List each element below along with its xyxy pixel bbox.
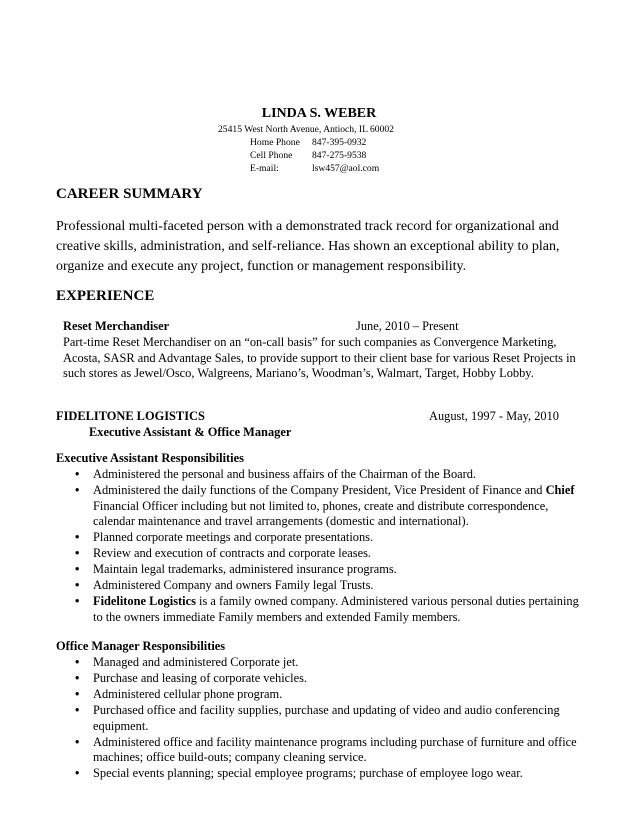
reset-title: Reset Merchandiser [63, 319, 170, 333]
list-item-text: Maintain legal trademarks, administered insurance programs. [93, 562, 397, 576]
address: 25415 West North Avenue, Antioch, IL 60002 [218, 124, 394, 135]
career-summary-text: Professional multi-faceted person with a demonstrated track record for organizational and creative skills, administration, and self-reliance. Has shown an exceptional ability to plan, organize and execute any project, function or management responsibility. [56, 219, 560, 274]
list-item-text: Administered Company and owners Family legal Trusts. [93, 578, 374, 592]
contact-label: Cell Phone [250, 150, 293, 161]
resume-name: LINDA S. WEBER [261, 106, 377, 121]
career-summary-heading: CAREER SUMMARY [56, 186, 203, 202]
contact-value: lsw457@aol.com [312, 163, 380, 174]
contact-cell-phone [250, 150, 366, 161]
bullet-icon: • [75, 594, 80, 608]
list-item-text: Purchased office and facility supplies, purchase and updating of video and audio conferencing equipment. [93, 703, 560, 733]
bullet-icon: • [75, 687, 80, 701]
bullet-icon: • [75, 766, 80, 780]
contact-value: 847-395-0932 [312, 137, 367, 148]
list-item [75, 530, 580, 546]
company-dates: August, 1997 - May, 2010 [429, 409, 559, 423]
list-item-text: Administered cellular phone program. [93, 687, 283, 701]
list-item [75, 578, 580, 594]
contact-label: E-mail: [250, 163, 279, 174]
list-item [75, 766, 580, 782]
bullet-icon: • [75, 734, 80, 749]
list-item-text: Planned corporate meetings and corporate presentations. [93, 530, 374, 544]
list-item [75, 483, 580, 530]
list-item [75, 735, 580, 766]
list-item [75, 546, 580, 562]
list-item [75, 671, 580, 687]
list-item-text: Fidelitone Logistics is a family owned company. Administered various personal duties pertaining to the owners immediate Family members and extended Family members. [93, 594, 579, 624]
exec-responsibilities-list [75, 467, 580, 626]
list-item [75, 703, 580, 734]
bullet-icon: • [75, 671, 80, 685]
list-item-text: Purchase and leasing of corporate vehicles. [93, 671, 307, 685]
list-item [75, 687, 580, 703]
bullet-icon: • [75, 655, 80, 669]
bullet-icon: • [75, 546, 80, 560]
job-role: Executive Assistant & Office Manager [89, 425, 292, 439]
bullet-icon: • [75, 467, 80, 481]
list-item-text: Administered the personal and business affairs of the Chairman of the Board. [93, 467, 477, 481]
list-item [75, 562, 580, 578]
bullet-icon: • [75, 530, 80, 544]
list-item [75, 594, 580, 625]
list-item-text: Review and execution of contracts and corporate leases. [93, 546, 371, 560]
list-item-text: Managed and administered Corporate jet. [93, 655, 299, 669]
office-responsibilities-heading: Office Manager Responsibilities [56, 639, 226, 653]
bullet-icon: • [75, 562, 80, 576]
list-item [75, 655, 580, 671]
bullet-icon: • [75, 578, 80, 592]
office-responsibilities-list [75, 655, 580, 782]
list-item-text: Administered office and facility maintenance programs including purchase of furniture and office machines; office build-outs; company cleaning service. [93, 734, 577, 764]
reset-dates: June, 2010 – Present [356, 319, 459, 333]
exec-responsibilities-heading: Executive Assistant Responsibilities [56, 451, 244, 465]
list-item-text: Administered the daily functions of the Company President, Vice President of Finance and Chief Financial Officer including but not limited to, phones, create and distribute correspondence, calendar maintenance and travel arrangements (domestic and international). [93, 483, 575, 528]
contact-home-phone [250, 137, 366, 148]
experience-heading: EXPERIENCE [56, 288, 155, 304]
reset-description: Part-time Reset Merchandiser on an “on-call basis” for such companies as Convergence Marketing, Acosta, SASR and Advantage Sales, to provide support to their client base for various Reset Projects in such stores as Jewel/Osco, Walgreens, Mariano’s, Woodman’s, Walmart, Target, Hobby Lobby. [63, 335, 576, 380]
company-name: FIDELITONE LOGISTICS [56, 409, 205, 423]
contact-value: 847-275-9538 [312, 150, 367, 161]
list-item [75, 467, 580, 483]
bullet-icon: • [75, 703, 80, 717]
list-item-text: Special events planning; special employee programs; purchase of employee logo wear. [93, 766, 523, 780]
contact-email [250, 163, 379, 174]
bullet-icon: • [75, 483, 80, 497]
contact-label: Home Phone [250, 137, 300, 148]
